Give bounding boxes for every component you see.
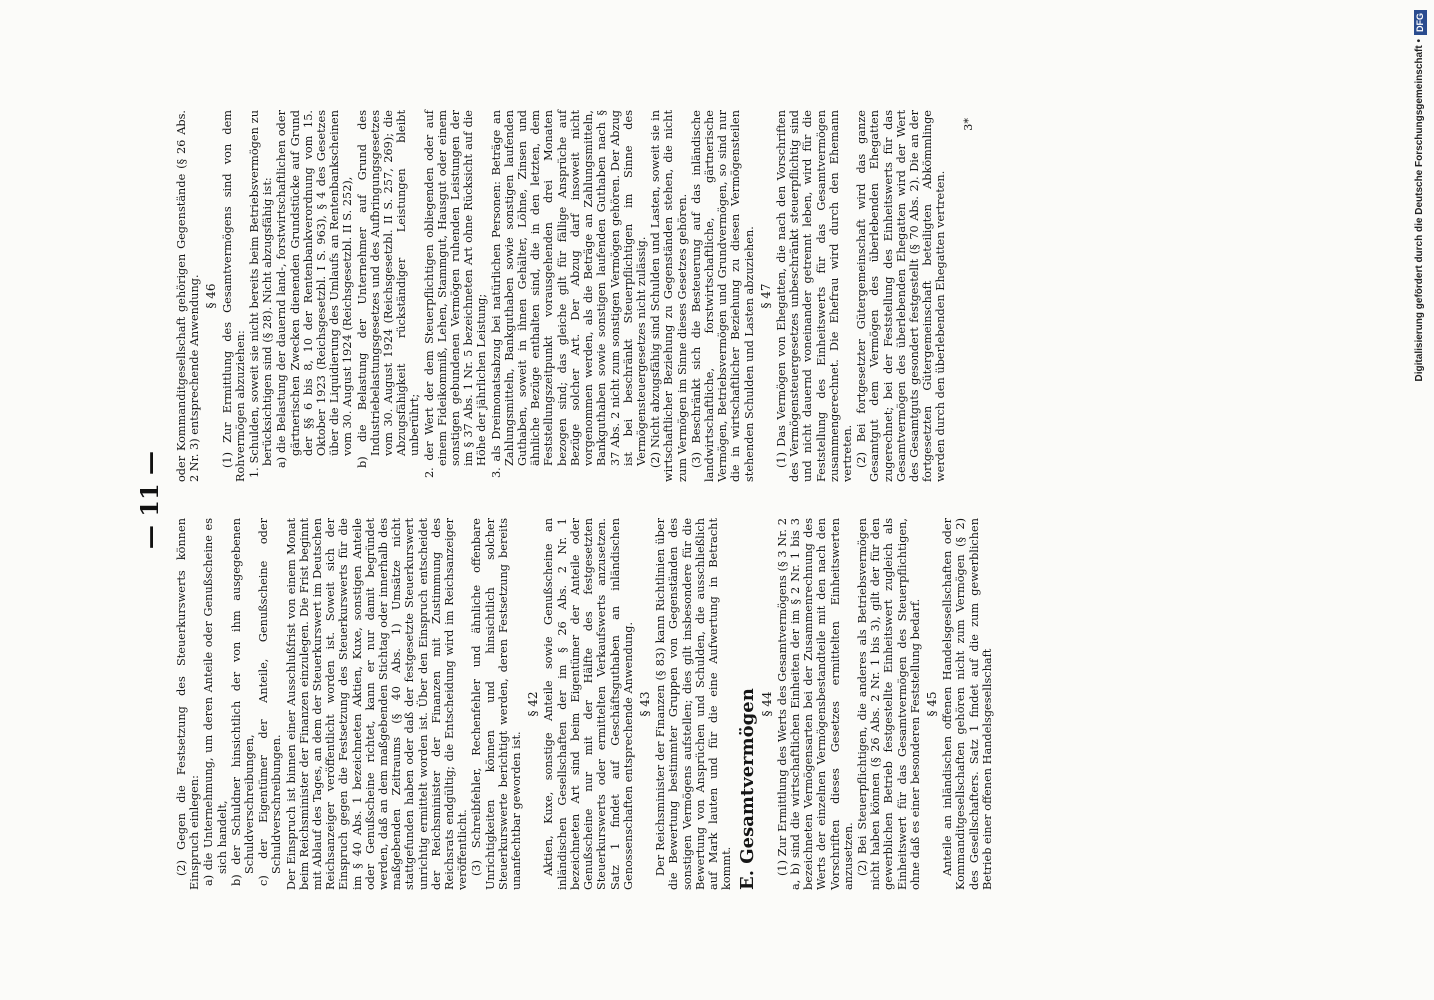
sidebar-credit-text: Digitalisierung gefördert durch die Deutsche Forschungsgemeinschaft • [1414,39,1425,382]
paragraph: b) die Belastung der Unternehmer auf Grund des Industriebelastungsgesetzes und des Aufbringungsgesetzes vom 30. August 1924 (Reichsgesetzbl. II S. 257, 269); die Abzugsfähigkeit rückständiger Leistungen bleibt unberührt; [355,110,422,468]
paragraph: (1) Zur Ermittlung des Werts des Gesamtvermögens (§ 3 Nr. 2 a, b) sind die wirtschaftlichen Einheiten der im § 2 Nr. 1 bis 3 bezeichneten Vermögensarten bei der Zusammenrechnung des Werts der einzelnen Vermögensbestandteile mit den nach den Vorschriften dieses Gesetzes ermittelten Einheitswerten anzusetzen. [775,518,855,890]
paragraph: a) die Unternehmung, um deren Anteile oder Genußscheine es sich handelt, [202,518,229,886]
section-number: § 46 [204,283,219,309]
section-number: § 44 [759,691,774,717]
rotated-page [127,100,1307,900]
section-number: § 45 [924,691,939,717]
section-number: § 47 [758,283,773,309]
paragraph: Anteile an inländischen offenen Handelsgesellschaften oder Kommanditgesellschaften gehören nicht zum Vermögen (§ 2) des Gesellschafters. Satz 1 findet auf die zum gewerblichen Betrieb einer offenen Handelsgesellschaft [941,518,994,890]
paragraph: (2) Nicht abzugsfähig sind Schulden und Lasten, soweit sie in wirtschaftlicher Beziehung zu Gegenständen stehen, die nicht zum Vermögen im Sinne dieses Gesetzes gehören. [649,110,689,482]
sidebar-credit [1406,0,1434,1000]
section-heading: E. Gesamtvermögen [737,688,759,890]
right-column [175,110,976,482]
digitization-sidebar [1406,0,1434,1000]
paragraph: (3) Beschränkt sich die Besteuerung auf das inländische landwirtschaftliche, forstwirtschaftliche, gärtnerische Vermögen, Betriebsvermögen und Grundvermögen, so sind nur die in wirtschaftlicher Beziehung zu diesen Vermögensteilen stehenden Schulden und Lasten abzuziehen. [689,110,756,482]
paragraph: (2) Gegen die Festsetzung des Steuerkurswerts können Einspruch einlegen: [175,518,202,890]
paragraph: (2) Bei fortgesetzter Gütergemeinschaft wird das ganze Gesamtgut dem Vermögen des überlebenden Ehegatten zugerechnet; bei der Feststellung des Einheitswerts für das Gesamtvermögen des überlebenden Ehegatten wird der Wert des Gesamtguts gesondert festgestellt (§ 70 Abs. 2). Die an der fortgesetzten Gütergemeinschaft beteiligten Abkömmlinge werden durch den überlebenden Ehegatten vertreten. [855,110,948,482]
paragraph: 1. Schulden, soweit sie nicht bereits beim Betriebsvermögen zu berücksichtigen sind (§ 28). Nicht abzugsfähig ist: [248,110,275,478]
footnote-number: 3* [961,118,975,131]
paragraph: (1) Zur Ermittlung des Gesamtvermögens sind von dem Rohvermögen abzuziehen: [220,110,247,482]
paragraph: 3. als Dreimonatsabzug bei natürlichen Personen: Beträge an Zahlungsmitteln, Bankguthaben sowie sonstigen laufenden Guthaben, soweit in ihnen Gehälter, Löhne, Zinsen und ähnliche Bezüge enthalten sind, die in den letzten, dem Feststellungszeitpunkt vorausgehenden drei Monaten bezogen sind; das gleiche gilt für fällige Ansprüche auf Bezüge solcher Art. Der Abzug darf insoweit nicht vorgenommen werden, als die Beträge an Zahlungsmitteln, Bankguthaben sowie sonstigen laufenden Guthaben nach § 37 Abs. 2 nicht zum sonstigen Vermögen gehören. Der Abzug ist bei beschränkt Steuerpflichtigen im Sinne des Vermögensteuergesetzes nicht zulässig. [489,110,648,478]
page-number: — 11 — [135,450,164,550]
paragraph: Aktien, Kuxe, sonstige Anteile sowie Genußscheine an inländischen Gesellschaften der im § 26 Abs. 2 Nr. 1 bezeichneten Art sind beim Eigentümer der Anteile oder Genußscheine nur mit der Hälfte des festgesetzten Steuerkurswerts oder ermittelten Verkaufswerts anzusetzen. Satz 1 findet auf Geschäftsguthaben an inländischen Genossenschaften entsprechende Anwendung. [542,518,635,890]
paragraph: c) der Eigentümer der Anteile, Genußscheine oder Schuldverschreibungen. [257,518,284,886]
paragraph: a) die Belastung der dauernd land-, forstwirtschaftlichen oder gärtnerischen Zwecken dienenden Grundstücke auf Grund der §§ 6 bis 8, 10 der Rentenbankverordnung vom 15. Oktober 1923 (Reichsgesetzbl. I S. 963), § 4 des Gesetzes über die Liquidierung des Umlaufs an Rentenbankscheinen vom 30. August 1924 (Reichsgesetzbl. II S. 252), [275,110,355,468]
dfg-logo: DFG [1414,10,1427,35]
paragraph: (1) Das Vermögen von Ehegatten, die nach den Vorschriften des Vermögensteuergesetzes unbeschränkt steuerpflichtig sind und nicht dauernd voneinander getrennt leben, wird für die Feststellung des Einheitswerts für das Gesamtvermögen zusammengerechnet. Die Ehefrau wird durch den Ehemann vertreten. [774,110,854,482]
page-content [127,100,1307,900]
section-number: § 43 [637,691,652,717]
paragraph: (3) Schreibfehler, Rechenfehler und ähnliche offenbare Unrichtigkeiten können und hinsichtlich solcher Steuerkurswerte berichtigt werden, deren Festsetzung bereits unanfechtbar geworden ist. [470,518,524,890]
paragraph: b) der Schuldner hinsichtlich der von ihm ausgegebenen Schuldverschreibungen, [229,518,257,886]
section-number: § 42 [526,691,541,717]
left-column [175,518,995,890]
paragraph: 2. der Wert der dem Steuerpflichtigen obliegenden oder auf einem Fideikommiß, Lehen, Stammgut, Hausgut oder einem sonstigen gebundenen Vermögen ruhenden Leistungen der im § 37 Abs. 1 Nr. 5 bezeichneten Art ohne Rücksicht auf die Höhe der jährlichen Leistung; [422,110,489,478]
paragraph: oder Kommanditgesellschaft gehörigen Gegenstände (§ 26 Abs. 2 Nr. 3) entsprechende Anwendung. [175,110,202,482]
paragraph: Der Reichsminister der Finanzen (§ 83) kann Richtlinien über die Bewertung bestimmter Gruppen von Gegenständen des sonstigen Vermögens aufstellen; dies gilt insbesondere für die Bewertung von Ansprüchen und Schulden, die ausschließlich auf Mark lauten und für die eine Aufwertung in Betracht kommt. [654,518,734,890]
paragraph: Der Einspruch ist binnen einer Ausschlußfrist von einem Monat beim Reichsminister der Finanzen einzulegen. Die Frist beginnt mit Ablauf des Tages, an dem der Steuerkurswert im Deutschen Reichsanzeiger veröffentlicht worden ist. Soweit sich der Einspruch gegen die Festsetzung des Steuerkurswerts für die im § 40 Abs. 1 bezeichneten Aktien, Kuxe, sonstigen Anteile oder Genußscheine richtet, kann er nur damit begründet werden, daß an dem maßgebenden Stichtag oder innerhalb des maßgebenden Zeitraums (§ 40 Abs. 1) Umsätze nicht stattgefunden haben oder daß der festgesetzte Steuerkurswert unrichtig ermittelt worden ist. Über den Einspruch entscheidet der Reichsminister der Finanzen mit Zustimmung des Reichsrats endgültig; die Entscheidung wird im Reichsanzeiger veröffentlicht. [284,518,470,890]
paragraph: (2) Bei Steuerpflichtigen, die anderes als Betriebsvermögen nicht haben können (§ 26 Abs. 2 Nr. 1 bis 3), gilt der für den gewerblichen Betrieb festgestellte Einheitswert zugleich als Einheitswert für das Gesamtvermögen des Steuerpflichtigen, ohne daß es einer besonderen Feststellung bedarf. [855,518,922,890]
